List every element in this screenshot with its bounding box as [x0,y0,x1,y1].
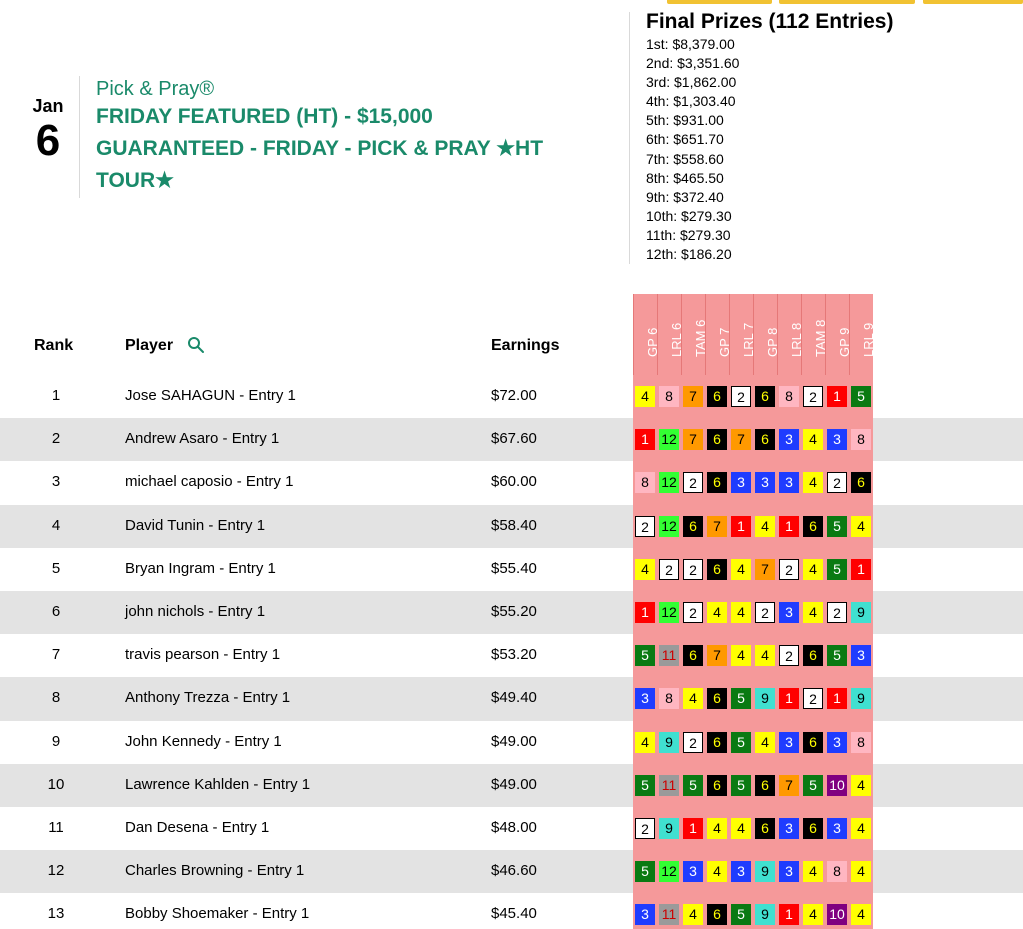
pick-badge: 6 [707,688,727,709]
event-title-block [96,77,626,197]
player-cell[interactable]: Bobby Shoemaker - Entry 1 [125,905,310,923]
pick-badge: 2 [803,688,823,709]
table-row[interactable] [0,807,1023,850]
player-search-icon[interactable] [187,336,205,354]
pick-badge: 5 [827,559,847,580]
earnings-column-header[interactable]: Earnings [491,337,560,354]
pick-badge: 3 [851,645,871,666]
pick-badge: 6 [707,429,727,450]
pick-badge: 7 [683,386,703,407]
pick-badge: 4 [851,861,871,882]
event-title-line1: FRIDAY FEATURED (HT) - $15,000 [96,105,433,128]
race-label: LRL 8 [789,322,804,357]
pick-badge: 4 [851,904,871,925]
table-row[interactable] [0,721,1023,764]
pick-badge: 4 [683,688,703,709]
pick-badge: 4 [803,559,823,580]
pick-badge: 2 [827,602,847,623]
pick-badge: 6 [683,645,703,666]
earnings-cell: $49.40 [491,689,537,707]
table-row[interactable] [0,461,1023,504]
race-picks [633,764,873,807]
prize-line: 8th: $465.50 [646,169,724,186]
pick-badge: 8 [659,386,679,407]
race-picks [633,677,873,720]
pick-badge: 1 [683,818,703,839]
pick-badge: 4 [851,516,871,537]
player-cell[interactable]: Lawrence Kahlden - Entry 1 [125,775,311,793]
pick-badge: 11 [659,904,679,925]
pick-badge: 4 [635,732,655,753]
prize-line: 12th: $186.20 [646,246,732,263]
table-row[interactable] [0,548,1023,591]
race-picks [633,418,873,461]
table-row[interactable] [0,850,1023,893]
pick-badge: 2 [827,472,847,493]
race-label: LRL 9 [861,322,876,357]
race-picks [633,505,873,548]
event-day: 6 [35,116,61,165]
pick-badge: 11 [659,645,679,666]
pick-badge: 1 [731,516,751,537]
pick-badge: 4 [755,732,775,753]
date-divider [79,76,80,198]
prize-line: 9th: $372.40 [646,188,724,205]
pick-badge: 5 [803,775,823,796]
pick-badge: 8 [851,429,871,450]
pick-badge: 4 [731,602,751,623]
pick-badge: 12 [659,429,679,450]
pick-badge: 1 [779,516,799,537]
event-subtitle: Pick & Pray® [96,78,215,100]
pick-badge: 6 [707,904,727,925]
prize-line: 1st: $8,379.00 [646,36,735,52]
pick-badge: 6 [803,818,823,839]
player-cell[interactable]: john nichols - Entry 1 [125,603,266,620]
pick-badge: 1 [827,688,847,709]
pick-badge: 6 [707,472,727,493]
race-label: GP 6 [645,327,660,357]
pick-badge: 6 [755,775,775,796]
pick-badge: 3 [779,732,799,753]
player-cell[interactable]: Jose SAHAGUN - Entry 1 [125,387,296,404]
pick-badge: 5 [827,645,847,666]
top-tab-1[interactable] [667,0,772,4]
pick-badge: 5 [731,688,751,709]
pick-badge: 3 [779,602,799,623]
rank-cell: 5 [51,559,61,577]
prizes-divider [629,12,630,264]
pick-badge: 8 [779,386,799,407]
earnings-cell: $55.20 [491,603,537,620]
prize-line: 3rd: $1,862.00 [646,74,737,91]
player-cell[interactable]: David Tunin - Entry 1 [125,516,266,534]
pick-badge: 12 [659,602,679,623]
pick-badge: 9 [851,688,871,709]
race-picks [633,807,873,850]
prize-list [646,35,893,264]
pick-badge: 7 [779,775,799,796]
event-title-line3: TOUR★ [96,169,174,192]
race-label: TAM 8 [813,319,828,357]
pick-badge: 2 [683,472,703,493]
race-label: TAM 6 [693,319,708,357]
pick-badge: 4 [803,602,823,623]
pick-badge: 2 [779,645,799,666]
pick-badge: 3 [635,904,655,925]
pick-badge: 3 [779,429,799,450]
table-row[interactable] [0,505,1023,548]
event-title-line2: GUARANTEED - FRIDAY - PICK & PRAY ★HT [96,137,544,160]
pick-badge: 2 [683,732,703,753]
pick-badge: 5 [635,645,655,666]
pick-badge: 6 [707,386,727,407]
prize-line: 2nd: $3,351.60 [646,55,740,72]
pick-badge: 4 [731,559,751,580]
pick-badge: 12 [659,516,679,537]
rank-cell: 6 [51,603,61,620]
race-picks [633,634,873,677]
final-prizes [646,9,893,264]
pick-badge: 1 [827,386,847,407]
rank-cell: 10 [47,775,65,793]
race-picks [633,893,873,929]
pick-badge: 3 [827,818,847,839]
pick-badge: 6 [707,559,727,580]
pick-badge: 9 [659,732,679,753]
pick-badge: 4 [803,472,823,493]
pick-badge: 9 [755,688,775,709]
pick-badge: 1 [779,688,799,709]
race-picks [633,850,873,893]
rank-cell: 13 [47,905,65,923]
race-label: LRL 6 [669,322,684,357]
rank-column-header[interactable]: Rank [34,337,74,354]
pick-badge: 5 [851,386,871,407]
pick-badge: 12 [659,472,679,493]
pick-badge: 6 [803,645,823,666]
pick-badge: 12 [659,861,679,882]
pick-badge: 4 [755,516,775,537]
pick-badge: 9 [755,861,775,882]
pick-badge: 6 [755,818,775,839]
rank-cell: 11 [48,819,64,836]
pick-badge: 1 [851,559,871,580]
earnings-cell: $67.60 [491,430,537,448]
player-column-header[interactable]: Player [125,337,174,354]
earnings-cell: $49.00 [491,775,537,793]
pick-badge: 4 [851,818,871,839]
pick-badge: 10 [827,904,847,925]
pick-badge: 5 [683,775,703,796]
prize-line: 5th: $931.00 [646,112,724,129]
pick-badge: 4 [731,818,751,839]
pick-badge: 4 [707,818,727,839]
rank-cell: 7 [51,646,61,664]
race-picks [633,591,873,634]
pick-badge: 9 [851,602,871,623]
pick-badge: 2 [659,559,679,580]
earnings-cell: $48.00 [491,819,537,836]
race-picks [633,461,873,504]
pick-badge: 3 [683,861,703,882]
race-label: GP 8 [765,327,780,357]
pick-badge: 2 [731,386,751,407]
pick-badge: 6 [755,429,775,450]
pick-badge: 7 [707,645,727,666]
pick-badge: 4 [731,645,751,666]
player-cell[interactable]: Andrew Asaro - Entry 1 [125,430,280,448]
pick-badge: 7 [731,429,751,450]
pick-badge: 3 [779,861,799,882]
earnings-cell: $49.00 [491,732,537,750]
pick-badge: 4 [707,861,727,882]
pick-badge: 6 [683,516,703,537]
pick-badge: 5 [731,904,751,925]
table-row[interactable] [0,893,1023,929]
earnings-cell: $53.20 [491,646,537,664]
pick-badge: 7 [707,516,727,537]
pick-badge: 8 [851,732,871,753]
rank-cell: 12 [47,862,65,880]
pick-badge: 4 [707,602,727,623]
pick-badge: 7 [755,559,775,580]
race-picks [633,375,873,418]
pick-badge: 3 [779,472,799,493]
table-row[interactable] [0,634,1023,677]
player-cell[interactable]: John Kennedy - Entry 1 [125,732,282,750]
prize-line: 7th: $558.60 [646,150,724,167]
pick-badge: 4 [803,861,823,882]
rank-cell: 9 [51,732,61,750]
prize-line: 6th: $651.70 [646,131,724,148]
pick-badge: 4 [803,904,823,925]
pick-badge: 5 [731,732,751,753]
pick-badge: 8 [659,688,679,709]
top-tab-3[interactable] [923,0,1023,4]
race-label: GP 7 [717,327,732,357]
pick-badge: 3 [779,818,799,839]
prize-line: 11th: $279.30 [646,226,731,243]
player-cell[interactable]: Dan Desena - Entry 1 [125,819,270,836]
pick-badge: 9 [659,818,679,839]
table-row[interactable] [0,591,1023,634]
pick-badge: 11 [659,775,679,796]
rank-cell: 3 [51,473,61,491]
player-cell[interactable]: travis pearson - Entry 1 [125,646,281,664]
race-label: GP 9 [837,327,852,357]
pick-badge: 7 [683,429,703,450]
pick-badge: 1 [635,429,655,450]
earnings-cell: $72.00 [491,387,537,404]
rank-cell: 2 [51,430,61,448]
pick-badge: 3 [755,472,775,493]
rank-cell: 1 [51,387,61,404]
pick-badge: 5 [635,861,655,882]
pick-badge: 10 [827,775,847,796]
rank-cell: 4 [51,516,61,534]
pick-badge: 8 [827,861,847,882]
pick-badge: 5 [827,516,847,537]
earnings-cell: $60.00 [491,473,537,491]
pick-badge: 4 [683,904,703,925]
top-tab-2[interactable] [779,0,915,4]
pick-badge: 8 [635,472,655,493]
pick-badge: 6 [851,472,871,493]
top-tab-strip [667,0,1023,4]
player-cell[interactable]: michael caposio - Entry 1 [125,473,294,491]
pick-badge: 4 [635,559,655,580]
pick-badge: 6 [707,775,727,796]
event-month: Jan [32,96,64,116]
prize-line: 10th: $279.30 [646,207,732,224]
pick-badge: 5 [731,775,751,796]
race-picks [633,548,873,591]
pick-badge: 6 [707,732,727,753]
race-picks [633,721,873,764]
pick-badge: 4 [635,386,655,407]
player-cell[interactable]: Bryan Ingram - Entry 1 [125,559,276,577]
event-date [26,96,70,164]
earnings-cell: $46.60 [491,862,537,880]
earnings-cell: $45.40 [491,905,537,923]
pick-badge: 3 [731,472,751,493]
table-row[interactable] [0,418,1023,461]
pick-badge: 3 [827,732,847,753]
table-row[interactable] [0,764,1023,807]
rank-cell: 8 [51,689,61,707]
prize-line: 4th: $1,303.40 [646,93,736,110]
player-cell[interactable]: Charles Browning - Entry 1 [125,862,305,880]
pick-badge: 1 [779,904,799,925]
earnings-cell: $58.40 [491,516,537,534]
player-cell[interactable]: Anthony Trezza - Entry 1 [125,689,291,707]
pick-badge: 2 [683,602,703,623]
pick-badge: 6 [755,386,775,407]
pick-badge: 2 [635,818,655,839]
pick-badge: 3 [635,688,655,709]
pick-badge: 2 [635,516,655,537]
pick-badge: 3 [731,861,751,882]
pick-badge: 9 [755,904,775,925]
pick-badge: 6 [803,516,823,537]
pick-badge: 1 [635,602,655,623]
pick-badge: 6 [803,732,823,753]
final-prizes-title: Final Prizes (112 Entries) [646,10,894,33]
pick-badge: 2 [779,559,799,580]
leaderboard-header [0,294,1023,376]
pick-badge: 4 [803,429,823,450]
pick-badge: 2 [683,559,703,580]
pick-badge: 4 [851,775,871,796]
pick-badge: 2 [803,386,823,407]
pick-badge: 5 [635,775,655,796]
pick-badge: 2 [755,602,775,623]
race-label: LRL 7 [741,322,756,357]
table-row[interactable] [0,677,1023,720]
pick-badge: 4 [755,645,775,666]
pick-badge: 3 [827,429,847,450]
table-row[interactable] [0,375,1023,418]
earnings-cell: $55.40 [491,559,537,577]
